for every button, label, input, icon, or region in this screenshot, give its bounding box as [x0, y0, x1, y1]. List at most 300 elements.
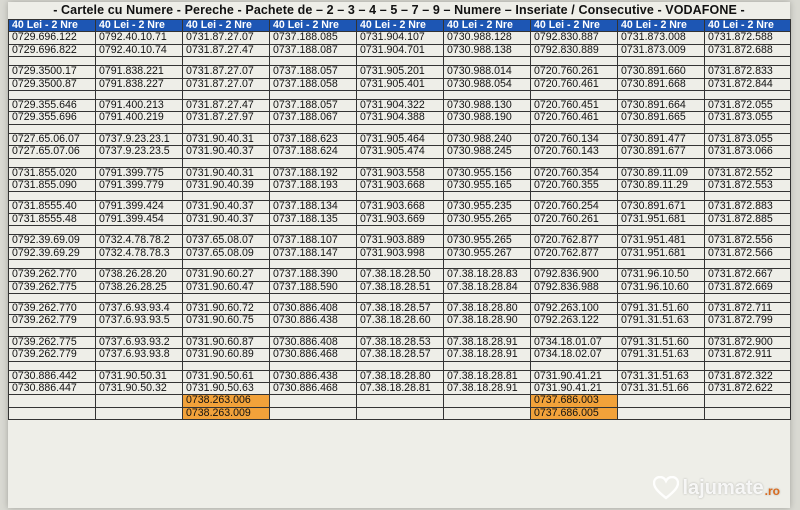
phone-number-cell: [531, 327, 618, 336]
phone-number-cell: 0738.26.28.25: [96, 281, 183, 293]
phone-number-cell: 0791.31.51.60: [618, 302, 705, 314]
phone-number-cell: 0731.87.27.07: [183, 66, 270, 78]
phone-number-cell: 07.38.18.28.80: [357, 370, 444, 382]
phone-number-cell: 0731.90.40.31: [183, 167, 270, 179]
phone-number-cell: 0737.9.23.23.5: [96, 146, 183, 158]
phone-number-cell: 0731.872.883: [705, 201, 791, 213]
phone-number-cell: 0731.87.27.47: [183, 100, 270, 112]
phone-number-cell: [183, 91, 270, 100]
phone-number-cell: 0730.886.447: [9, 382, 96, 394]
phone-number-cell: [444, 158, 531, 167]
phone-number-cell: 0730.886.438: [270, 315, 357, 327]
phone-number-cell: 0737.188.192: [270, 167, 357, 179]
phone-number-cell: [444, 57, 531, 66]
watermark: [653, 476, 781, 500]
table-row: [9, 78, 791, 90]
phone-number-cell: 0737.188.058: [270, 78, 357, 90]
spacer-row: [9, 293, 791, 302]
phone-number-cell: [357, 124, 444, 133]
phone-number-cell: 0731.90.60.27: [183, 269, 270, 281]
phone-number-cell: [531, 293, 618, 302]
phone-number-cell: 0727.65.07.06: [9, 146, 96, 158]
phone-number-cell: 07.38.18.28.80: [444, 302, 531, 314]
table-body: [9, 32, 791, 420]
phone-number-cell: 0731.904.388: [357, 112, 444, 124]
phone-number-cell: [618, 226, 705, 235]
phone-number-cell: [96, 407, 183, 419]
phone-number-cell: [183, 192, 270, 201]
phone-number-cell: [9, 260, 96, 269]
phone-number-cell: [96, 226, 183, 235]
phone-number-cell: [270, 361, 357, 370]
phone-number-cell: 0731.903.668: [357, 180, 444, 192]
spacer-row: [9, 124, 791, 133]
phone-number-cell: 0791.31.51.63: [618, 349, 705, 361]
phone-number-cell: 0731.90.60.72: [183, 302, 270, 314]
phone-number-cell: 0731.90.40.37: [183, 146, 270, 158]
phone-number-cell: 0720.760.254: [531, 201, 618, 213]
phone-number-cell: 0731.90.40.37: [183, 201, 270, 213]
phone-number-cell: 07.38.18.28.51: [357, 281, 444, 293]
header-row: [9, 20, 791, 32]
phone-number-cell: [618, 361, 705, 370]
phone-number-cell: [183, 57, 270, 66]
phone-number-cell: 0737.188.057: [270, 100, 357, 112]
phone-number-cell: [9, 407, 96, 419]
phone-number-cell: 0731.8555.40: [9, 201, 96, 213]
phone-number-cell: 0791.838.221: [96, 66, 183, 78]
phone-number-cell: 0729.696.122: [9, 32, 96, 44]
phone-number-cell: [357, 395, 444, 407]
phone-number-cell: 0792.830.887: [531, 32, 618, 44]
phone-number-cell: 0738.263.006: [183, 395, 270, 407]
phone-number-cell: 0720.760.355: [531, 180, 618, 192]
phone-number-cell: 0737.9.23.23.1: [96, 133, 183, 145]
phone-number-cell: 0730.891.664: [618, 100, 705, 112]
phone-number-cell: 0731.8555.48: [9, 213, 96, 225]
phone-number-cell: 0731.872.553: [705, 180, 791, 192]
phone-number-cell: 0730.955.265: [444, 213, 531, 225]
phone-number-cell: 0739.262.775: [9, 336, 96, 348]
phone-number-cell: [96, 327, 183, 336]
phone-number-cell: [183, 124, 270, 133]
phone-number-cell: 0731.872.556: [705, 235, 791, 247]
phone-number-cell: 0737.188.057: [270, 66, 357, 78]
phone-number-cell: 0731.903.668: [357, 201, 444, 213]
table-row: [9, 395, 791, 407]
phone-number-cell: 0792.263.100: [531, 302, 618, 314]
column-header: 40 Lei - 2 Nre: [705, 20, 791, 32]
phone-number-cell: 0731.903.998: [357, 247, 444, 259]
phone-number-cell: 0720.762.877: [531, 247, 618, 259]
phone-number-cell: 0720.760.261: [531, 213, 618, 225]
phone-number-cell: 0737.188.147: [270, 247, 357, 259]
phone-number-cell: [357, 192, 444, 201]
phone-number-cell: 0731.90.50.61: [183, 370, 270, 382]
phone-number-cell: [270, 192, 357, 201]
phone-number-cell: [618, 192, 705, 201]
table-row: [9, 302, 791, 314]
phone-number-cell: 0737.188.390: [270, 269, 357, 281]
phone-number-cell: 0729.3500.17: [9, 66, 96, 78]
table-row: [9, 133, 791, 145]
phone-number-cell: 0731.873.055: [705, 133, 791, 145]
phone-number-cell: 0791.838.227: [96, 78, 183, 90]
phone-number-cell: [531, 192, 618, 201]
phone-number-cell: [618, 158, 705, 167]
phone-number-cell: 0731.872.711: [705, 302, 791, 314]
phone-number-cell: [9, 293, 96, 302]
phone-number-cell: 0731.90.41.21: [531, 370, 618, 382]
phone-number-cell: 07.38.18.28.84: [444, 281, 531, 293]
phone-number-cell: [444, 91, 531, 100]
phone-number-cell: 0737.188.107: [270, 235, 357, 247]
column-header: 40 Lei - 2 Nre: [357, 20, 444, 32]
phone-number-cell: 0731.872.833: [705, 66, 791, 78]
phone-number-cell: [618, 395, 705, 407]
phone-number-cell: 0730.89.11.09: [618, 167, 705, 179]
phone-number-cell: [705, 260, 791, 269]
phone-number-cell: 0731.903.889: [357, 235, 444, 247]
phone-number-cell: 0739.262.779: [9, 349, 96, 361]
phone-number-cell: 0731.855.020: [9, 167, 96, 179]
phone-number-cell: 0720.760.451: [531, 100, 618, 112]
phone-number-cell: 0730.886.468: [270, 349, 357, 361]
spacer-row: [9, 361, 791, 370]
phone-number-cell: 0730.891.677: [618, 146, 705, 158]
phone-number-cell: 0731.96.10.50: [618, 269, 705, 281]
phone-number-cell: 0730.988.014: [444, 66, 531, 78]
phone-number-cell: 0791.399.775: [96, 167, 183, 179]
phone-number-cell: [357, 260, 444, 269]
phone-number-cell: [705, 327, 791, 336]
phone-number-cell: 0731.904.701: [357, 44, 444, 56]
phone-number-cell: 0737.188.087: [270, 44, 357, 56]
table-row: [9, 100, 791, 112]
phone-number-cell: 0731.87.27.07: [183, 32, 270, 44]
phone-number-cell: 0738.26.28.20: [96, 269, 183, 281]
phone-number-cell: 0737.188.085: [270, 32, 357, 44]
phone-number-cell: [444, 192, 531, 201]
column-header: 40 Lei - 2 Nre: [531, 20, 618, 32]
phone-number-cell: 0731.90.41.21: [531, 382, 618, 394]
phone-number-cell: 0730.891.477: [618, 133, 705, 145]
watermark-brand: lajumate: [682, 476, 764, 499]
phone-number-cell: [357, 57, 444, 66]
phone-number-cell: 0739.262.770: [9, 269, 96, 281]
phone-number-cell: 0731.87.27.97: [183, 112, 270, 124]
phone-number-cell: 0734.18.01.07: [531, 336, 618, 348]
phone-number-cell: [357, 327, 444, 336]
phone-number-cell: [444, 327, 531, 336]
phone-number-cell: 0737.188.135: [270, 213, 357, 225]
phone-number-cell: 07.38.18.28.53: [357, 336, 444, 348]
phone-number-cell: 0792.40.10.74: [96, 44, 183, 56]
phone-number-cell: [531, 361, 618, 370]
phone-number-cell: [444, 407, 531, 419]
phone-number-cell: 0731.905.201: [357, 66, 444, 78]
phone-number-cell: 0791.31.51.63: [618, 315, 705, 327]
phone-number-cell: 0792.39.69.29: [9, 247, 96, 259]
spacer-row: [9, 91, 791, 100]
phone-number-cell: 0737.6.93.93.2: [96, 336, 183, 348]
table-row: [9, 201, 791, 213]
phone-number-cell: 0731.951.481: [618, 235, 705, 247]
phone-number-cell: 07.38.18.28.81: [444, 370, 531, 382]
phone-number-cell: 07.38.18.28.90: [444, 315, 531, 327]
phone-number-cell: [618, 407, 705, 419]
phone-number-cell: 0731.872.667: [705, 269, 791, 281]
phone-number-cell: 0737.188.590: [270, 281, 357, 293]
column-header: 40 Lei - 2 Nre: [183, 20, 270, 32]
numbers-table: [8, 19, 791, 420]
phone-number-cell: 0739.262.779: [9, 315, 96, 327]
phone-number-cell: 0730.886.408: [270, 302, 357, 314]
heart-icon: [653, 476, 679, 500]
phone-number-cell: 0731.872.588: [705, 32, 791, 44]
phone-number-cell: 0737.6.93.93.8: [96, 349, 183, 361]
spacer-row: [9, 192, 791, 201]
phone-number-cell: [705, 158, 791, 167]
phone-number-cell: [183, 361, 270, 370]
table-row: [9, 382, 791, 394]
table-row: [9, 112, 791, 124]
phone-number-cell: 0730.955.165: [444, 180, 531, 192]
phone-number-cell: [705, 293, 791, 302]
phone-number-cell: 07.38.18.28.57: [357, 349, 444, 361]
phone-number-cell: [444, 260, 531, 269]
phone-number-cell: 0731.872.566: [705, 247, 791, 259]
phone-number-cell: 0730.886.442: [9, 370, 96, 382]
phone-number-cell: 0730.891.668: [618, 78, 705, 90]
phone-number-cell: [531, 226, 618, 235]
phone-number-cell: [96, 57, 183, 66]
phone-number-cell: 0730.988.245: [444, 146, 531, 158]
phone-number-cell: [96, 293, 183, 302]
phone-number-cell: [357, 361, 444, 370]
phone-number-cell: 0731.873.055: [705, 112, 791, 124]
phone-number-cell: 0732.4.78.78.2: [96, 235, 183, 247]
phone-number-cell: 0730.955.156: [444, 167, 531, 179]
table-row: [9, 281, 791, 293]
phone-number-cell: [705, 124, 791, 133]
phone-number-cell: [9, 124, 96, 133]
phone-number-cell: 0737.6.93.93.4: [96, 302, 183, 314]
phone-number-cell: 0730.988.054: [444, 78, 531, 90]
phone-number-cell: [531, 57, 618, 66]
phone-number-cell: [531, 260, 618, 269]
phone-number-cell: 0731.872.900: [705, 336, 791, 348]
phone-number-cell: [96, 91, 183, 100]
phone-number-cell: 0737.65.08.09: [183, 247, 270, 259]
phone-number-cell: [444, 361, 531, 370]
phone-number-cell: 0720.760.134: [531, 133, 618, 145]
phone-number-cell: 0731.951.681: [618, 247, 705, 259]
phone-number-cell: 0731.87.27.07: [183, 78, 270, 90]
phone-number-cell: 0731.872.688: [705, 44, 791, 56]
phone-number-cell: 0730.988.190: [444, 112, 531, 124]
phone-number-cell: [618, 293, 705, 302]
phone-number-cell: [96, 361, 183, 370]
phone-number-cell: 07.38.18.28.50: [357, 269, 444, 281]
phone-number-cell: 0730.891.665: [618, 112, 705, 124]
phone-number-cell: 0731.855.090: [9, 180, 96, 192]
phone-number-cell: 0730.988.130: [444, 100, 531, 112]
table-row: [9, 213, 791, 225]
phone-number-cell: 07.38.18.28.83: [444, 269, 531, 281]
phone-number-cell: [9, 57, 96, 66]
table-row: [9, 269, 791, 281]
phone-number-cell: 0739.262.770: [9, 302, 96, 314]
phone-number-cell: 0731.904.322: [357, 100, 444, 112]
phone-number-cell: 07.38.18.28.91: [444, 382, 531, 394]
phone-number-cell: 0731.905.464: [357, 133, 444, 145]
spacer-row: [9, 57, 791, 66]
phone-number-cell: 0734.18.02.07: [531, 349, 618, 361]
phone-number-cell: [705, 91, 791, 100]
phone-number-cell: 0731.903.558: [357, 167, 444, 179]
phone-number-cell: 0737.188.134: [270, 201, 357, 213]
phone-number-cell: 0730.955.235: [444, 201, 531, 213]
phone-number-cell: [270, 407, 357, 419]
phone-number-cell: 0731.90.40.39: [183, 180, 270, 192]
phone-number-cell: [705, 395, 791, 407]
phone-number-cell: 0739.262.775: [9, 281, 96, 293]
spacer-row: [9, 226, 791, 235]
table-row: [9, 407, 791, 419]
phone-number-cell: 0731.903.669: [357, 213, 444, 225]
phone-number-cell: [9, 226, 96, 235]
table-row: [9, 167, 791, 179]
phone-number-cell: [270, 57, 357, 66]
phone-number-cell: [531, 124, 618, 133]
phone-number-cell: [444, 124, 531, 133]
table-row: [9, 180, 791, 192]
phone-number-cell: 0738.263.009: [183, 407, 270, 419]
phone-number-cell: [270, 91, 357, 100]
phone-number-cell: 0730.891.671: [618, 201, 705, 213]
phone-number-cell: 0730.988.128: [444, 32, 531, 44]
phone-number-cell: 0731.90.50.63: [183, 382, 270, 394]
phone-number-cell: 0730.891.660: [618, 66, 705, 78]
phone-number-cell: [618, 57, 705, 66]
phone-number-cell: [705, 226, 791, 235]
phone-number-cell: [9, 192, 96, 201]
phone-number-cell: 0731.951.681: [618, 213, 705, 225]
phone-number-cell: 0731.905.474: [357, 146, 444, 158]
column-header: 40 Lei - 2 Nre: [618, 20, 705, 32]
phone-number-cell: 0729.355.696: [9, 112, 96, 124]
phone-number-cell: 0730.955.265: [444, 235, 531, 247]
phone-number-cell: [444, 226, 531, 235]
phone-number-cell: 07.38.18.28.60: [357, 315, 444, 327]
phone-number-cell: 0792.40.10.71: [96, 32, 183, 44]
phone-number-cell: [183, 226, 270, 235]
phone-number-cell: 0731.90.60.87: [183, 336, 270, 348]
phone-number-cell: 0731.90.60.47: [183, 281, 270, 293]
phone-number-cell: [270, 226, 357, 235]
phone-number-cell: 0792.830.889: [531, 44, 618, 56]
phone-number-cell: 0729.3500.87: [9, 78, 96, 90]
phone-number-cell: 0731.905.401: [357, 78, 444, 90]
phone-number-cell: 0791.399.424: [96, 201, 183, 213]
phone-number-cell: 0737.686.003: [531, 395, 618, 407]
phone-number-cell: [357, 226, 444, 235]
phone-number-cell: [357, 293, 444, 302]
phone-number-cell: 0730.886.408: [270, 336, 357, 348]
phone-number-cell: [357, 158, 444, 167]
phone-number-cell: 0731.90.40.31: [183, 133, 270, 145]
phone-number-cell: 0792.263.122: [531, 315, 618, 327]
phone-number-cell: 0731.31.51.66: [618, 382, 705, 394]
phone-number-cell: 0731.31.51.63: [618, 370, 705, 382]
phone-number-cell: 0737.65.08.07: [183, 235, 270, 247]
phone-number-cell: 0731.872.055: [705, 100, 791, 112]
phone-number-cell: 0720.760.354: [531, 167, 618, 179]
phone-number-cell: 0791.399.779: [96, 180, 183, 192]
column-header: 40 Lei - 2 Nre: [270, 20, 357, 32]
phone-number-cell: 0731.872.669: [705, 281, 791, 293]
table-row: [9, 32, 791, 44]
phone-number-cell: [9, 91, 96, 100]
phone-number-cell: 0731.90.50.31: [96, 370, 183, 382]
phone-number-cell: 0731.96.10.60: [618, 281, 705, 293]
phone-number-cell: 0731.872.552: [705, 167, 791, 179]
phone-number-cell: 0737.686.005: [531, 407, 618, 419]
phone-number-cell: 0731.872.799: [705, 315, 791, 327]
phone-number-cell: 0791.400.219: [96, 112, 183, 124]
phone-number-cell: 0729.696.822: [9, 44, 96, 56]
phone-number-cell: 0732.4.78.78.3: [96, 247, 183, 259]
phone-number-cell: 0792.39.69.09: [9, 235, 96, 247]
sheet-title: - Cartele cu Numere - Pereche - Pachete de – 2 – 3 – 4 – 5 – 7 – 9 – Numere – Inseriate / Consecutive - VODAFONE -: [53, 3, 745, 17]
phone-number-cell: 0737.188.624: [270, 146, 357, 158]
phone-number-cell: 0731.872.911: [705, 349, 791, 361]
table-row: [9, 247, 791, 259]
table-row: [9, 370, 791, 382]
spacer-row: [9, 260, 791, 269]
phone-number-cell: 0731.87.27.47: [183, 44, 270, 56]
phone-number-cell: 07.38.18.28.81: [357, 382, 444, 394]
phone-number-cell: [618, 327, 705, 336]
table-row: [9, 336, 791, 348]
table-row: [9, 315, 791, 327]
phone-number-cell: 0730.89.11.29: [618, 180, 705, 192]
phone-number-cell: 0791.400.213: [96, 100, 183, 112]
phone-number-cell: [618, 91, 705, 100]
phone-number-cell: [183, 158, 270, 167]
phone-number-cell: 0720.760.461: [531, 112, 618, 124]
phone-number-cell: 0731.90.60.89: [183, 349, 270, 361]
phone-number-cell: [705, 407, 791, 419]
phone-number-cell: [270, 260, 357, 269]
column-header: 40 Lei - 2 Nre: [9, 20, 96, 32]
column-header: 40 Lei - 2 Nre: [444, 20, 531, 32]
phone-number-cell: 0731.90.60.75: [183, 315, 270, 327]
phone-number-cell: [705, 361, 791, 370]
phone-number-cell: [618, 124, 705, 133]
price-sheet: [8, 2, 790, 508]
table-row: [9, 66, 791, 78]
phone-number-cell: [96, 124, 183, 133]
table-row: [9, 44, 791, 56]
spacer-row: [9, 158, 791, 167]
phone-number-cell: [183, 293, 270, 302]
table-row: [9, 235, 791, 247]
phone-number-cell: [531, 158, 618, 167]
phone-number-cell: [444, 293, 531, 302]
phone-number-cell: [270, 395, 357, 407]
